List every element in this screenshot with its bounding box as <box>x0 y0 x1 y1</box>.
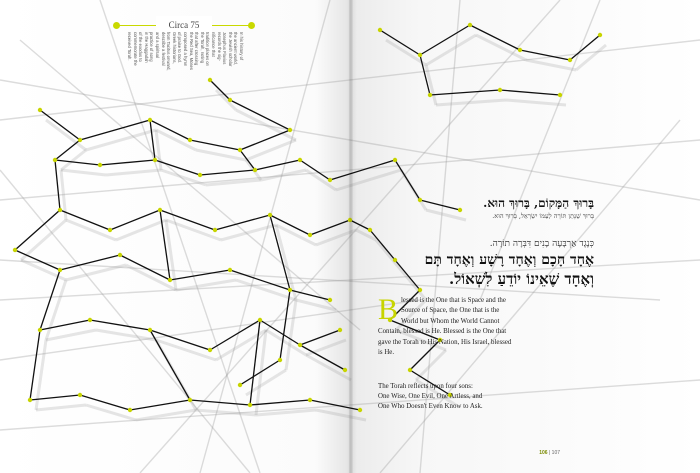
string-shadow <box>266 330 306 355</box>
blessing-paragraph <box>378 293 516 358</box>
string-knot <box>298 158 302 162</box>
string-shadow <box>156 130 161 170</box>
string-knot <box>288 288 292 292</box>
page-number-right: | 107 <box>548 450 560 456</box>
sidebar-line: composed a hymn <box>183 32 188 67</box>
string-knot <box>468 23 472 27</box>
string-knot <box>393 158 397 162</box>
string-knot <box>213 228 217 232</box>
commentary-paragraph <box>378 382 518 413</box>
string-thread <box>350 220 370 230</box>
string-knot <box>368 228 372 232</box>
string-shadow <box>506 100 566 105</box>
sidebar-line: received Torah. <box>127 32 132 61</box>
string-knot <box>238 383 242 387</box>
string-knot <box>188 398 192 402</box>
string-shadow <box>306 340 346 355</box>
sidebar-line: tradition places on <box>205 32 211 66</box>
string-thread <box>40 110 80 140</box>
string-thread <box>430 90 500 95</box>
string-knot <box>328 178 332 182</box>
string-shadow <box>116 220 166 240</box>
string-thread <box>330 160 395 180</box>
sidebar-line: the ancient world, <box>233 32 239 65</box>
string-thread <box>520 50 570 60</box>
string-shadow <box>386 40 426 65</box>
string-knot <box>168 278 172 282</box>
string-knot <box>153 158 157 162</box>
page-gutter <box>349 0 353 473</box>
string-shadow <box>36 405 86 410</box>
string-knot <box>393 258 397 262</box>
rotated-sidebar-text <box>116 30 256 126</box>
string-thread <box>55 160 60 210</box>
drop-cap: B <box>378 293 399 326</box>
string-shadow <box>306 355 351 380</box>
string-thread <box>130 400 190 410</box>
string-thread <box>80 395 130 410</box>
string-knot <box>278 358 282 362</box>
sidebar-line: from Tacitus onward, <box>166 32 172 71</box>
commentary-line-3: One Who Doesn't Even Know to Ask. <box>378 403 483 411</box>
string-knot <box>258 318 262 322</box>
string-shadow <box>61 170 106 175</box>
string-thread <box>500 90 560 95</box>
blessing-text: lessed is the One that is Space and the Source of Space, the One that is the World but Whom the World Cannot Contain, blessed is He. Blessed is the One that gave the Torah to His Nation, His Israel, blessed is He. <box>378 297 512 357</box>
sidebar-line: commemorate the <box>132 32 138 66</box>
page-number-left: 106 <box>539 450 548 456</box>
hebrew-line-4: אֶחָד חָכָם וְאֶחָד רָשָׁע וְאֶחָד תָּם <box>424 252 594 268</box>
string-knot <box>208 348 212 352</box>
sidebar-line: in the Haggadah <box>143 32 149 63</box>
string-knot <box>53 158 57 162</box>
string-thread <box>395 160 420 200</box>
string-shadow <box>66 265 126 280</box>
header-dot-right <box>248 22 255 29</box>
string-thread <box>255 160 300 170</box>
string-knot <box>418 53 422 57</box>
string-knot <box>378 28 382 32</box>
string-knot <box>288 128 292 132</box>
sidebar-line: In his history of <box>239 32 244 61</box>
string-knot <box>38 328 42 332</box>
sidebar-line: that after crossing <box>194 32 200 66</box>
string-thread <box>40 270 60 330</box>
string-thread <box>370 230 395 260</box>
string-knot <box>58 208 62 212</box>
string-knot <box>498 88 502 92</box>
string-thread <box>470 25 520 50</box>
string-shadow <box>46 120 86 150</box>
string-knot <box>158 208 162 212</box>
sidebar-line: records the sig- <box>216 32 222 61</box>
commentary-line-1: The Torah reflects upon four sons: <box>378 383 473 390</box>
string-thread <box>190 140 240 150</box>
string-knot <box>13 248 17 252</box>
hebrew-line-5: וְאֶחָד שֶׁאֵינוֹ יוֹדֵעַ לִשְׁאוֹל. <box>449 270 594 288</box>
sidebar-line: describe a festival <box>160 32 166 66</box>
string-knot <box>248 403 252 407</box>
string-knot <box>408 368 412 372</box>
sidebar-line: and a spiritual <box>155 32 160 59</box>
page-number <box>520 450 560 456</box>
string-thread <box>100 160 155 165</box>
string-knot <box>338 328 342 332</box>
string-knot <box>148 328 152 332</box>
string-thread <box>300 330 340 345</box>
string-knot <box>568 58 572 62</box>
string-knot <box>108 228 112 232</box>
string-knot <box>518 48 522 52</box>
string-shadow <box>356 230 376 240</box>
string-thread <box>90 320 150 330</box>
string-knot <box>118 253 122 257</box>
string-knot <box>598 33 602 37</box>
string-thread <box>420 25 470 55</box>
string-shadow <box>426 35 476 65</box>
string-knot <box>98 163 102 167</box>
string-thread <box>310 220 350 235</box>
hebrew-line-3: כְּנֶגֶד אַרְבָּעָה בָנִים דִּבְּרָה תוֹרָה. <box>489 239 594 249</box>
string-knot <box>88 318 92 322</box>
page-title: Circa 75 <box>156 16 212 34</box>
string-knot <box>78 138 82 142</box>
string-shadow <box>161 170 206 185</box>
header-dot-left <box>113 22 120 29</box>
string-shadow <box>46 280 66 340</box>
string-thread <box>380 30 420 55</box>
string-knot <box>308 398 312 402</box>
string-knot <box>268 213 272 217</box>
string-shadow <box>336 170 401 190</box>
string-knot <box>38 108 42 112</box>
string-knot <box>78 393 82 397</box>
string-shadow <box>221 225 276 240</box>
string-shadow <box>96 330 156 340</box>
string-knot <box>328 298 332 302</box>
sidebar-line: Greek historians, <box>171 32 177 64</box>
string-knot <box>128 408 132 412</box>
string-thread <box>40 320 90 330</box>
string-thread <box>55 160 100 165</box>
string-knot <box>238 148 242 152</box>
sidebar-line: the Jewish scholar <box>227 32 233 67</box>
sidebar-line: of the exodus to <box>138 32 144 62</box>
string-thread <box>200 170 255 175</box>
string-knot <box>558 93 562 97</box>
string-shadow <box>376 240 401 270</box>
string-knot <box>198 173 202 177</box>
sidebar-line: the Red Sea, Moses <box>188 32 194 70</box>
sidebar-line: the Torah, noting <box>199 32 205 64</box>
string-shadow <box>206 180 261 185</box>
string-knot <box>428 93 432 97</box>
string-knot <box>253 168 257 172</box>
string-thread <box>150 330 190 400</box>
string-knot <box>308 233 312 237</box>
string-knot <box>343 368 347 372</box>
hebrew-line-1: בָּרוּךְ הַמָּקוֹם, בָּרוּךְ הוּא. <box>483 196 594 210</box>
sidebar-line: nificance that <box>211 32 216 57</box>
hebrew-line-2: בָּרוּךְ שֶׁנָּתַן תּוֹרָה לְעַמּוֹ יִשְׂרָאֵל, בָּרוּךְ הוּא. <box>492 212 594 220</box>
string-knot <box>298 343 302 347</box>
sidebar-line: practice of song <box>149 32 155 62</box>
string-knot <box>188 138 192 142</box>
string-shadow <box>46 330 96 340</box>
commentary-line-2: One Wise, One Evil, One Artless, and <box>378 393 483 401</box>
string-knot <box>228 268 232 272</box>
string-shadow <box>86 405 136 420</box>
string-knot <box>28 398 32 402</box>
string-knot <box>358 408 362 412</box>
string-shadow <box>166 220 221 240</box>
string-shadow <box>21 220 66 260</box>
string-knot <box>58 268 62 272</box>
sidebar-line: of praise to God. <box>177 32 183 63</box>
sidebar-line: Josephus Flavius <box>222 32 228 65</box>
string-shadow <box>106 170 161 175</box>
